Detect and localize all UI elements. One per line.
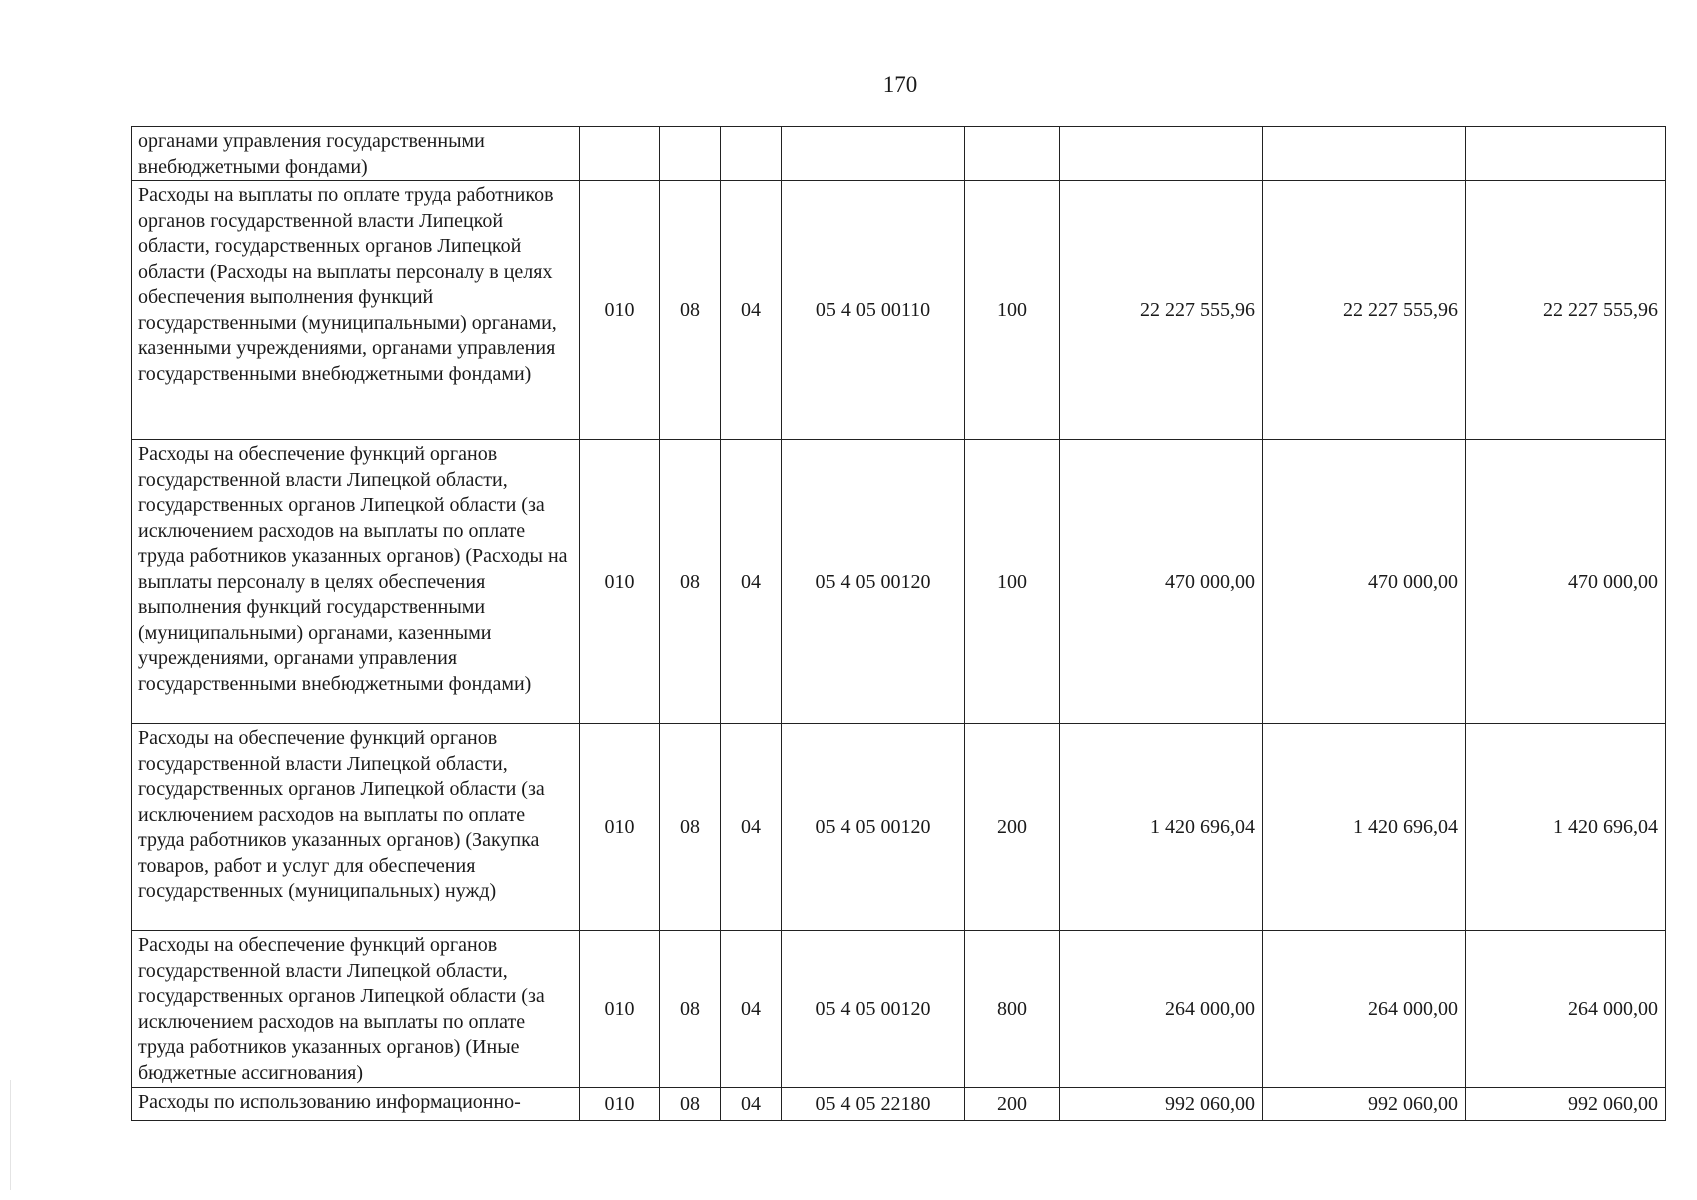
subsection-code: 04: [721, 931, 782, 1088]
scan-margin-mark: [10, 1080, 11, 1190]
ministry-code: 010: [580, 181, 660, 440]
ministry-code: 010: [580, 440, 660, 724]
section-code: 08: [660, 181, 721, 440]
section-code: 08: [660, 1088, 721, 1121]
table-row: [132, 181, 1666, 440]
subsection-code: [721, 127, 782, 181]
subsection-code: 04: [721, 1088, 782, 1121]
amount-year-1: 22 227 555,96: [1060, 181, 1263, 440]
amount-year-3: 264 000,00: [1466, 931, 1666, 1088]
expense-description: Расходы на обеспечение функций органов государственной власти Липецкой области, государственных органов Липецкой области (за исключением расходов на выплаты по оплате труда работников указанных органов) (Расходы на выплаты персоналу в целях обеспечения выполнения функций государственными (муниципальными) органами, казенными учреждениями, органами управления государственными внебюджетными фондами): [132, 440, 580, 724]
target-article-code: 05 4 05 22180: [782, 1088, 965, 1121]
amount-year-3: 1 420 696,04: [1466, 724, 1666, 931]
expense-description: Расходы на обеспечение функций органов государственной власти Липецкой области, государственных органов Липецкой области (за исключением расходов на выплаты по оплате труда работников указанных органов) (Закупка товаров, работ и услуг для обеспечения государственных (муниципальных) нужд): [132, 724, 580, 931]
amount-year-2: 264 000,00: [1263, 931, 1466, 1088]
section-code: 08: [660, 931, 721, 1088]
amount-year-3: 992 060,00: [1466, 1088, 1666, 1121]
expense-description: Расходы на выплаты по оплате труда работников органов государственной власти Липецкой области, государственных органов Липецкой области (Расходы на выплаты персоналу в целях обеспечения выполнения функций государственными (муниципальными) органами, казенными учреждениями, органами управления государственными внебюджетными фондами): [132, 181, 580, 440]
target-article-code: [782, 127, 965, 181]
amount-year-2: 1 420 696,04: [1263, 724, 1466, 931]
amount-year-2: 992 060,00: [1263, 1088, 1466, 1121]
amount-year-3: [1466, 127, 1666, 181]
amount-year-1: 1 420 696,04: [1060, 724, 1263, 931]
section-code: 08: [660, 440, 721, 724]
amount-year-1: 992 060,00: [1060, 1088, 1263, 1121]
target-article-code: 05 4 05 00120: [782, 724, 965, 931]
section-code: [660, 127, 721, 181]
ministry-code: 010: [580, 724, 660, 931]
ministry-code: [580, 127, 660, 181]
expense-description: Расходы на обеспечение функций органов государственной власти Липецкой области, государственных органов Липецкой области (за исключением расходов на выплаты по оплате труда работников указанных органов) (Иные бюджетные ассигнования): [132, 931, 580, 1088]
expense-kind-code: [965, 127, 1060, 181]
expense-kind-code: 100: [965, 181, 1060, 440]
amount-year-1: [1060, 127, 1263, 181]
expense-description: Расходы по использованию информационно-: [132, 1088, 580, 1121]
target-article-code: 05 4 05 00110: [782, 181, 965, 440]
amount-year-2: 22 227 555,96: [1263, 181, 1466, 440]
target-article-code: 05 4 05 00120: [782, 931, 965, 1088]
section-code: 08: [660, 724, 721, 931]
amount-year-2: [1263, 127, 1466, 181]
table-row: [132, 440, 1666, 724]
table-row: [132, 127, 1666, 181]
expense-kind-code: 200: [965, 1088, 1060, 1121]
expense-kind-code: 800: [965, 931, 1060, 1088]
amount-year-3: 470 000,00: [1466, 440, 1666, 724]
amount-year-2: 470 000,00: [1263, 440, 1466, 724]
amount-year-3: 22 227 555,96: [1466, 181, 1666, 440]
expense-kind-code: 200: [965, 724, 1060, 931]
amount-year-1: 470 000,00: [1060, 440, 1263, 724]
subsection-code: 04: [721, 181, 782, 440]
expense-description: органами управления государственными внебюджетными фондами): [132, 127, 580, 181]
table-row: [132, 931, 1666, 1088]
target-article-code: 05 4 05 00120: [782, 440, 965, 724]
expense-kind-code: 100: [965, 440, 1060, 724]
table-row: [132, 1088, 1666, 1121]
ministry-code: 010: [580, 1088, 660, 1121]
subsection-code: 04: [721, 440, 782, 724]
table-row: [132, 724, 1666, 931]
amount-year-1: 264 000,00: [1060, 931, 1263, 1088]
subsection-code: 04: [721, 724, 782, 931]
budget-table: [131, 126, 1666, 1121]
page-number: 170: [882, 72, 918, 97]
ministry-code: 010: [580, 931, 660, 1088]
